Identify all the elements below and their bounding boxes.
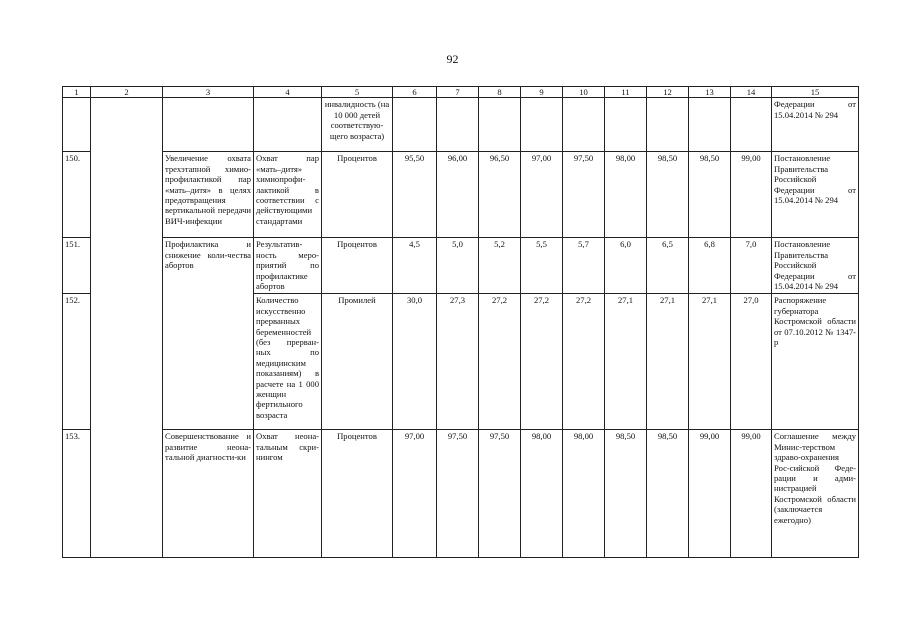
cell-num: 152. [63,294,91,430]
cell-source: Распоряжение губернатора Костромской области от 07.10.2012 № 1347-р [772,294,859,430]
cell-value: 27,1 [605,294,647,430]
cell-indicator: Результатив-ность меро-приятий по профилактике абортов [254,238,322,294]
cell-value [689,98,731,152]
cell-value: 7,0 [731,238,772,294]
cell-task [163,98,254,152]
cell-value: 95,50 [393,152,437,238]
cell-source: Соглашение между Минис-терством здраво-охранения Рос-сийской Феде-рации и адми-нистрацией Костромской области (заключается ежегодно) [772,430,859,558]
table-row [63,430,859,558]
cell-value: 6,8 [689,238,731,294]
cell-value: 98,00 [563,430,605,558]
cell-value: 27,3 [437,294,479,430]
cell-value [393,98,437,152]
cell-source: Постановление Правительства Российской Федерации от 15.04.2014 № 294 [772,152,859,238]
cell-value [605,98,647,152]
cell-indicator: Охват пар «мать–дитя» химиопрофи-лактикой в соответствии с действующими стандартами [254,152,322,238]
column-header: 6 [393,87,437,98]
cell-value [521,98,563,152]
cell-value: 99,00 [689,430,731,558]
cell-value: 97,50 [479,430,521,558]
cell-num: 150. [63,152,91,238]
column-number-row [63,87,859,98]
column-header: 3 [163,87,254,98]
cell-unit: Процентов [322,152,393,238]
cell-unit: Процентов [322,238,393,294]
cell-value: 99,00 [731,430,772,558]
cell-source: Федерации от 15.04.2014 № 294 [772,98,859,152]
cell-num: 151. [63,238,91,294]
cell-value: 98,50 [647,152,689,238]
cell-value: 6,0 [605,238,647,294]
cell-value: 97,50 [437,430,479,558]
cell-value: 27,1 [647,294,689,430]
cell-value: 97,00 [393,430,437,558]
cell-source: Постановление Правительства Российской Федерации от 15.04.2014 № 294 [772,238,859,294]
cell-indicator [254,98,322,152]
cell-value: 30,0 [393,294,437,430]
cell-num [63,98,91,152]
column-header: 9 [521,87,563,98]
cell-value: 5,7 [563,238,605,294]
column-header: 2 [91,87,163,98]
column-header: 1 [63,87,91,98]
cell-value [479,98,521,152]
cell-value: 27,2 [521,294,563,430]
cell-value [563,98,605,152]
cell-value: 27,1 [689,294,731,430]
column-header: 15 [772,87,859,98]
column-header: 14 [731,87,772,98]
cell-indicator: Количество искусственно прерванных беременностей (без прерван-ных по медицинским показаниям) в расчете на 1 000 женщин фертильного возраста [254,294,322,430]
cell-value: 6,5 [647,238,689,294]
cell-value: 97,00 [521,152,563,238]
column-header: 10 [563,87,605,98]
column-header: 5 [322,87,393,98]
column-header: 11 [605,87,647,98]
cell-unit: Процентов [322,430,393,558]
cell-unit: инвалидность (на 10 000 детей соответствую-щего возраста) [322,98,393,152]
indicators-table [62,86,859,558]
page-number: 92 [446,52,459,66]
cell-value: 27,2 [479,294,521,430]
cell-value: 5,2 [479,238,521,294]
cell-goal [91,98,163,558]
cell-value: 98,00 [521,430,563,558]
cell-value: 98,50 [647,430,689,558]
cell-value: 98,50 [605,430,647,558]
cell-value [731,98,772,152]
table-row-continuation [63,98,859,152]
cell-unit: Промилей [322,294,393,430]
cell-value: 5,5 [521,238,563,294]
cell-value: 99,00 [731,152,772,238]
cell-num: 153. [63,430,91,558]
column-header: 4 [254,87,322,98]
cell-task: Профилактика и снижение коли-чества абортов [163,238,254,430]
column-header: 12 [647,87,689,98]
cell-task: Увеличение охвата трехэтапной химио-профилактикой пар «мать–дитя» в целях предотвращения вертикальной передачи ВИЧ-инфекции [163,152,254,238]
column-header: 8 [479,87,521,98]
cell-task: Совершенствование и развитие неона-тальной диагности-ки [163,430,254,558]
cell-value: 27,0 [731,294,772,430]
cell-value: 96,00 [437,152,479,238]
table-row [63,152,859,238]
cell-value: 27,2 [563,294,605,430]
cell-value: 5,0 [437,238,479,294]
column-header: 7 [437,87,479,98]
column-header: 13 [689,87,731,98]
cell-value: 98,50 [689,152,731,238]
table-row [63,238,859,294]
cell-value [437,98,479,152]
cell-value: 96,50 [479,152,521,238]
cell-value: 4,5 [393,238,437,294]
cell-value: 98,00 [605,152,647,238]
cell-value: 97,50 [563,152,605,238]
cell-indicator: Охват неона-тальным скри-нингом [254,430,322,558]
cell-value [647,98,689,152]
